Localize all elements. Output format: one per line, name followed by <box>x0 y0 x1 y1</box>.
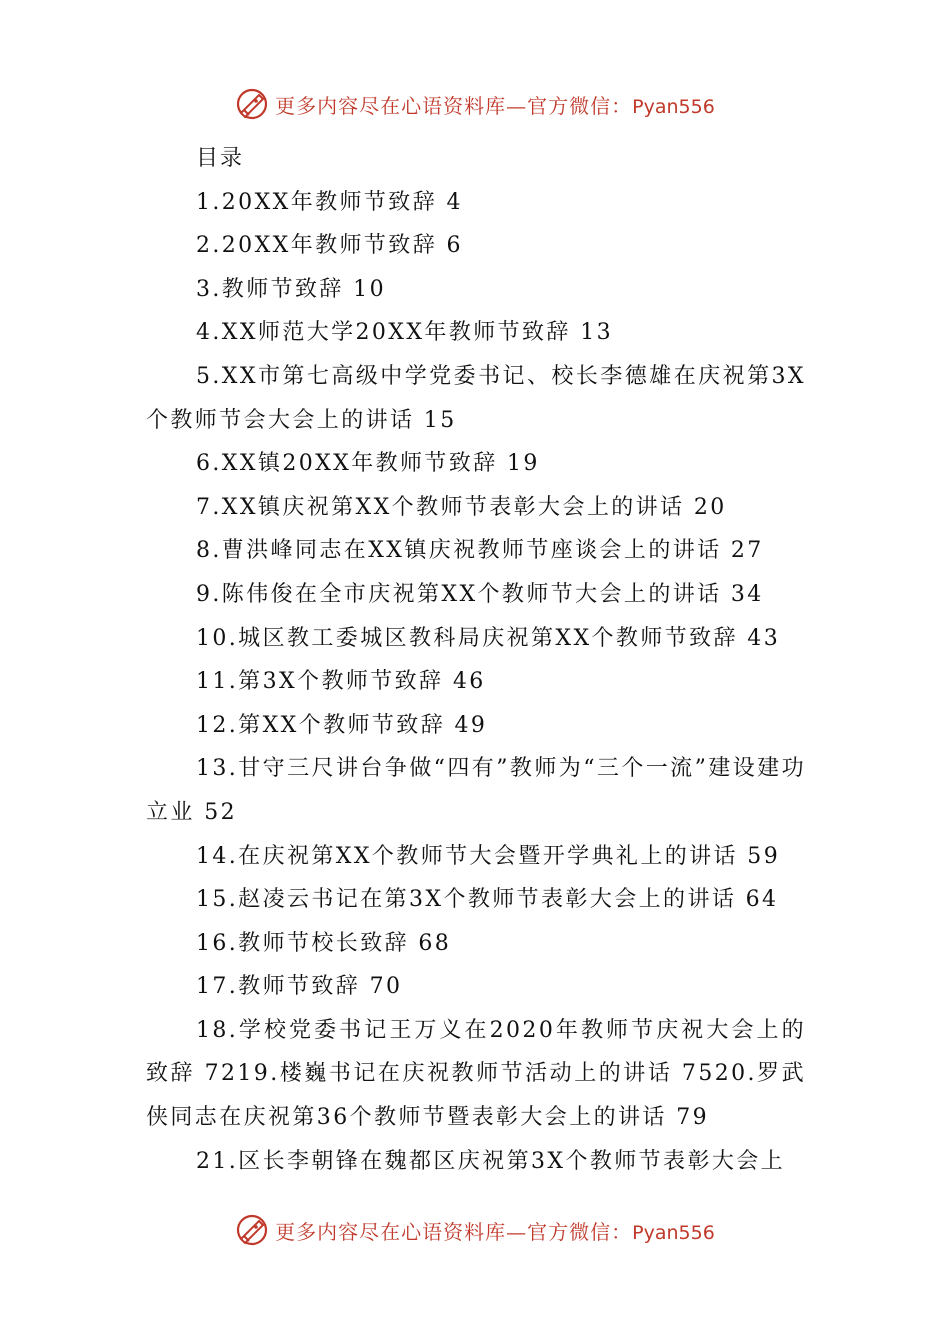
toc-entry-6: 6.XX镇20XX年教师节致辞 19 <box>196 451 540 477</box>
toc-entry-7: 7.XX镇庆祝第XX个教师节表彰大会上的讲话 20 <box>196 494 727 520</box>
watermark-text: 更多内容尽在心语资料库—官方微信：Pyan556 <box>275 1219 715 1244</box>
toc-entry-5: 5.XX市第七高级中学党委书记、校长李德雄在庆祝第3X个教师节会大会上的讲话 15 <box>146 363 806 433</box>
footer-watermark <box>0 1208 950 1252</box>
toc-entry-9: 9.陈伟俊在全市庆祝第XX个教师节大会上的讲话 34 <box>196 581 764 607</box>
watermark-group <box>235 87 715 121</box>
toc-entry-8: 8.曹洪峰同志在XX镇庆祝教师节座谈会上的讲话 27 <box>196 538 764 564</box>
toc-entry-11: 11.第3X个教师节致辞 46 <box>196 669 486 695</box>
toc-entry-18: 18.学校党委书记王万义在2020年教师节庆祝大会上的致辞 7219.楼巍书记在庆祝教师节活动上的讲话 7520.罗武侠同志在庆祝第36个教师节暨表彰大会上的讲话 79 <box>146 1017 806 1131</box>
toc-entry-10: 10.城区教工委城区教科局庆祝第XX个教师节致辞 43 <box>196 625 781 651</box>
pen-nib-circle-logo-icon <box>235 1213 269 1247</box>
toc-entry-14: 14.在庆祝第XX个教师节大会暨开学典礼上的讲话 59 <box>196 843 781 869</box>
header-watermark <box>0 82 950 126</box>
watermark-text: 更多内容尽在心语资料库—官方微信：Pyan556 <box>275 93 715 118</box>
toc-entry-21: 21.区长李朝锋在魏都区庆祝第3X个教师节表彰大会上 <box>196 1148 786 1174</box>
toc-entry-16: 16.教师节校长致辞 68 <box>196 930 452 956</box>
toc-entry-3: 3.教师节致辞 10 <box>196 276 386 302</box>
toc-entry-17: 17.教师节致辞 70 <box>196 974 403 1000</box>
toc-entry-2: 2.20XX年教师节致辞 6 <box>196 233 463 259</box>
toc-document <box>146 137 806 1183</box>
pen-nib-circle-logo-icon <box>235 87 269 121</box>
toc-title: 目录 <box>196 146 245 171</box>
toc-entry-13: 13.甘守三尺讲台争做“四有”教师为“三个一流”建设建功立业 52 <box>146 756 806 825</box>
toc-entry-1: 1.20XX年教师节致辞 4 <box>196 189 463 215</box>
toc-entry-15: 15.赵凌云书记在第3X个教师节表彰大会上的讲话 64 <box>196 887 779 913</box>
watermark-group <box>235 1213 715 1247</box>
toc-entry-12: 12.第XX个教师节致辞 49 <box>196 712 488 738</box>
toc-entry-4: 4.XX师范大学20XX年教师节致辞 13 <box>196 320 614 346</box>
